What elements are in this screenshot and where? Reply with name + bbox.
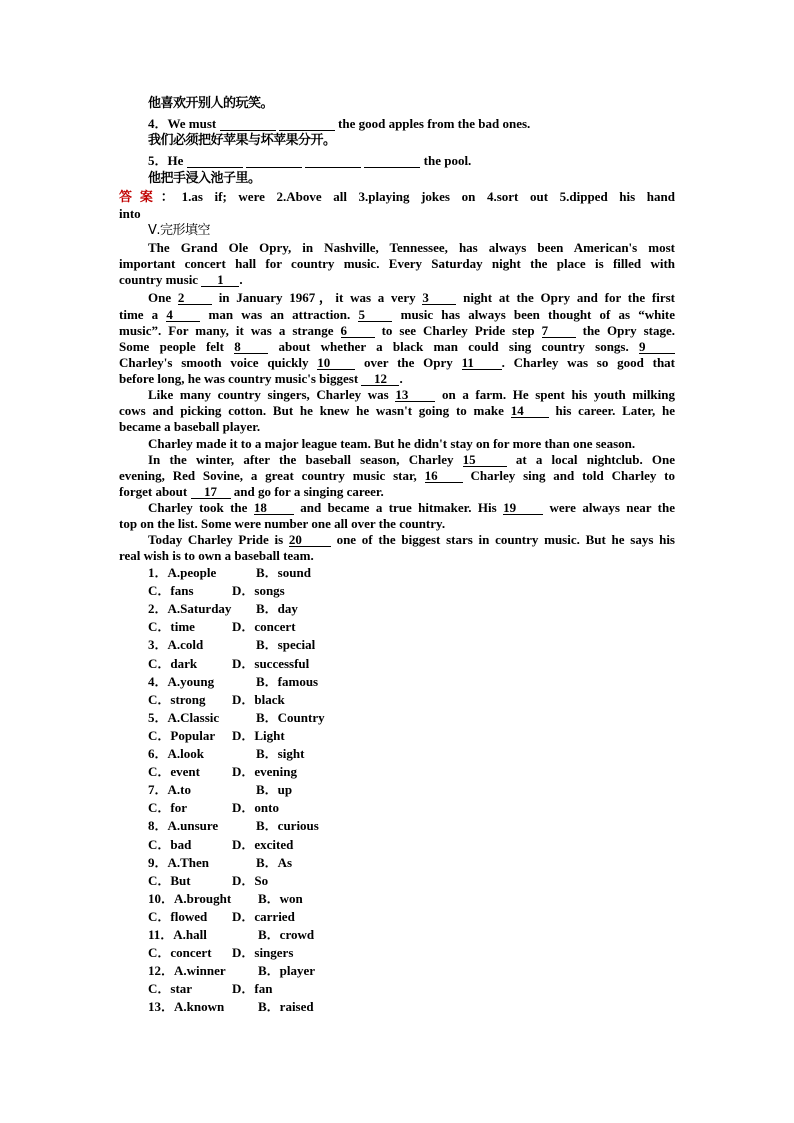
option-d[interactable]: D．excited [232,836,294,852]
option-d[interactable]: D．songs [232,583,285,599]
passage-text: in January 1967，it was a very [218,290,416,305]
option-b[interactable]: B．sight [256,746,305,761]
option-d[interactable]: D．successful [232,655,310,671]
passage-line [119,484,675,500]
passage-line [119,272,675,288]
option-b[interactable]: B．up [256,782,293,798]
passage-text: one of the biggest stars in country music. But he says his [336,532,675,547]
option-a[interactable]: 5．A.Classic [148,709,220,725]
answer-colon: ： [160,190,182,205]
option-a[interactable]: 8．A.unsure [148,818,219,834]
option-b[interactable]: B．curious [256,818,319,834]
cloze-blank[interactable]: 11 [462,356,502,370]
cloze-blank[interactable]: 2 [178,291,212,305]
passage-text: Like many country singers, Charley was [148,387,389,402]
option-d[interactable]: D．black [232,691,285,707]
passage-line [119,323,675,339]
cloze-blank[interactable]: 13 [395,388,435,402]
option-c[interactable]: C．event [148,764,200,780]
passage-text: One [148,290,172,305]
passage-text: time a [119,307,159,322]
option-c[interactable]: C．Popular [148,727,216,743]
passage-text: over the Opry [364,355,453,370]
cloze-blank[interactable]: 3 [422,291,456,305]
cloze-blank[interactable]: 5 [358,308,392,322]
answer-blank[interactable] [279,117,335,131]
option-d[interactable]: D．singers [232,945,294,961]
cloze-blank[interactable]: 15 [463,453,507,467]
section-title: Ⅴ.完形填空 [148,223,211,238]
translation-line: 我们必须把好苹果与坏苹果分开。 [148,133,336,148]
option-d[interactable]: D．fan [232,981,273,997]
passage-text: In the winter, after the baseball season, Charley [148,452,454,467]
cloze-blank[interactable]: 8 [234,340,268,354]
passage-text: on a farm. He spent his youth milking [441,387,676,402]
passage-text: forget about [119,484,188,499]
passage-line [148,452,675,468]
passage-line [119,339,675,355]
cloze-blank[interactable]: 12 [361,372,399,386]
option-a[interactable]: 13．A.known [148,999,225,1015]
passage-text: country music [119,272,199,287]
option-a[interactable]: 2．A.Saturday [148,601,232,617]
option-a[interactable]: 6．A.look [148,746,204,761]
option-d[interactable]: D．evening [232,764,298,780]
answer-blank[interactable] [187,154,243,168]
translation-question-4 [148,116,704,132]
passage-text: and go for a singing career. [233,484,384,499]
option-a[interactable]: 1．A.people [148,565,217,580]
passage-line: became a baseball player. [119,419,261,434]
passage-text: and became a true hitmaker. His [300,500,497,515]
passage-line [119,468,675,484]
translation-line: 他喜欢开别人的玩笑。 [148,96,274,111]
passage-text: before long, he was country music's biggest [119,371,359,386]
passage-text: Charley sing and told Charley to [470,468,675,483]
question-text: the pool. [423,153,472,168]
passage-line: The Grand Ole Opry, in Nashville, Tennessee, has always been American's most [148,240,675,255]
passage-text: were always near the [549,500,676,515]
option-b[interactable]: B．won [258,890,303,906]
answer-key-continued: into [119,206,141,221]
option-d[interactable]: D．concert [232,619,296,635]
option-c[interactable]: C．dark [148,655,198,671]
passage-line [148,387,675,403]
option-c[interactable]: C．fans [148,583,194,599]
passage-text: at a local nightclub. One [515,452,676,467]
option-b[interactable]: B．Country [256,709,325,725]
passage-line: real wish is to own a baseball team. [119,548,314,563]
option-b[interactable]: B．day [256,601,298,617]
option-b[interactable]: B．special [256,637,316,653]
passage-text: . [399,371,403,386]
option-b[interactable]: B．player [258,963,316,979]
cloze-blank[interactable]: 6 [341,324,375,338]
passage-text: music”. For many, it was a strange [119,323,334,338]
answer-blank[interactable] [305,154,361,168]
cloze-blank[interactable]: 1 [201,273,239,287]
option-c[interactable]: C．for [148,800,187,816]
answer-blank[interactable] [246,154,302,168]
option-a[interactable]: 9．A.Then [148,854,210,870]
option-a[interactable]: 3．A.cold [148,637,204,653]
cloze-blank[interactable]: 7 [542,324,576,338]
passage-line [119,355,675,371]
option-a[interactable]: 4．A.young [148,673,215,689]
passage-line: top on the list. Some were number one all over the country. [119,516,446,531]
option-b[interactable]: B．sound [256,565,311,580]
option-b[interactable]: B．crowd [258,927,315,942]
answer-blank[interactable] [364,154,420,168]
option-a[interactable]: 10．A.brought [148,890,232,906]
option-c[interactable]: C．strong [148,691,206,707]
option-c[interactable]: C．concert [148,945,212,961]
option-b[interactable]: B．As [256,854,293,870]
passage-text: evening, Red Sovine, a great country music star, [119,468,417,483]
passage-text: music has always been thought of as “white [400,307,676,322]
passage-text: Charley's smooth voice quickly [119,355,309,370]
passage-text: Some people felt [119,339,225,354]
passage-line [119,371,675,387]
option-d[interactable]: D．carried [232,908,295,924]
cloze-blank[interactable]: 18 [254,501,294,515]
option-a[interactable]: 7．A.to [148,782,191,798]
question-text: the good apples from the bad ones. [338,116,531,131]
cloze-blank[interactable]: 16 [425,469,463,483]
cloze-blank[interactable]: 10 [317,356,355,370]
option-c[interactable]: C．time [148,619,195,635]
passage-text: his career. Later, he [555,403,676,418]
passage-line [119,307,675,323]
passage-text: . Charley was so good that [501,355,675,370]
passage-line: important concert hall for country music. Every Saturday night the place is filled with [119,256,675,271]
option-d[interactable]: D．Light [232,727,285,743]
passage-text: Charley took the [148,500,248,515]
translation-question-5 [148,153,704,169]
option-d[interactable]: D．So [232,872,269,888]
option-b[interactable]: B．raised [258,999,314,1015]
passage-line [148,500,675,516]
cloze-blank[interactable]: 20 [289,533,331,547]
passage-line [148,290,675,306]
option-a[interactable]: 12．A.winner [148,963,226,979]
passage-text: . [239,272,243,287]
option-b[interactable]: B．famous [256,673,319,689]
answer-key [119,189,675,206]
passage-text: cows and picking cotton. But he knew he wasn't going to make [119,403,504,418]
passage-text: about whether a black man could sing country songs. [278,339,629,354]
answer-label: 答案 [119,190,161,205]
option-c[interactable]: C．star [148,981,193,997]
passage-line [119,403,675,419]
option-c[interactable]: C．bad [148,836,192,852]
option-c[interactable]: C．flowed [148,908,208,924]
option-a[interactable]: 11．A.hall [148,927,207,942]
passage-line [148,532,675,548]
cloze-blank[interactable]: 17 [191,485,231,499]
option-d[interactable]: D．onto [232,800,279,816]
passage-text: man was an attraction. [208,307,351,322]
passage-text: the Opry stage. [582,323,676,338]
passage-text: to see Charley Pride step [381,323,535,338]
passage-text: night at the Opry and for the first [463,290,676,305]
passage-text: Today Charley Pride is [148,532,284,547]
question-text: 4．We must [148,116,217,131]
answer-text: 1.as if; were 2.Above all 3.playing jokes on 4.sort out 5.dipped his hand [181,189,675,204]
question-text: 5．He [148,153,184,168]
cloze-blank[interactable]: 14 [511,404,549,418]
cloze-blank[interactable]: 19 [503,501,543,515]
passage-line: Charley made it to a major league team. But he didn't stay on for more than one season. [148,436,636,451]
cloze-blank[interactable]: 9 [639,340,675,354]
translation-line: 他把手浸入池子里。 [148,171,261,186]
option-c[interactable]: C．But [148,872,191,888]
answer-blank[interactable] [220,117,276,131]
cloze-blank[interactable]: 4 [166,308,200,322]
